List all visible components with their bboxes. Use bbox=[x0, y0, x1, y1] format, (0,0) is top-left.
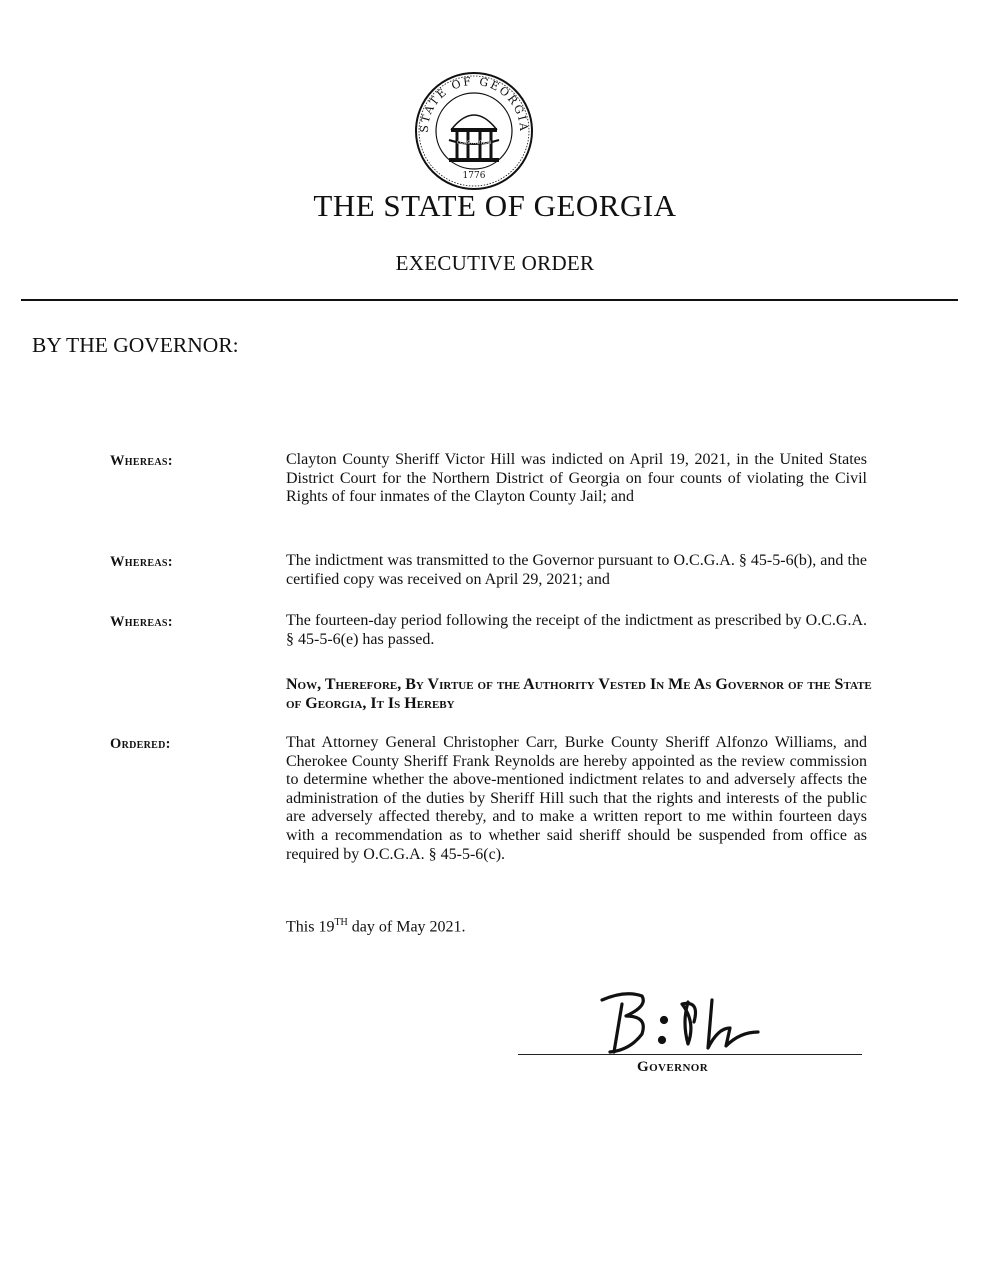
whereas-text-3: The fourteen-day period following the receipt of the indictment as prescribed by O.C.G.A. § 45-5-6(e) has passed. bbox=[286, 612, 867, 648]
header-divider bbox=[21, 299, 958, 301]
signature-title: Governor bbox=[637, 1059, 709, 1075]
ordered-label: Ordered: bbox=[110, 736, 171, 752]
whereas-label-2: Whereas: bbox=[110, 554, 173, 570]
governor-signature bbox=[590, 982, 770, 1062]
ordered-text: That Attorney General Christopher Carr, Burke County Sheriff Alfonzo Williams, and Cherokee County Sheriff Frank Reynolds are hereby appointed as the review commission to determine whether the above-mentioned indictment relates to and adversely affects the administration of the duties by Sheriff Hill such that the rights and interests of the public are adversely affected thereby, and to make a written report to me within fourteen days with a recommendation as to whether said sheriff should be suspended from office as required by O.C.G.A. § 45-5-6(c). bbox=[286, 734, 867, 863]
seal-ring-text: STATE OF GEORGIA bbox=[417, 74, 531, 134]
document-subtitle: EXECUTIVE ORDER bbox=[395, 251, 595, 275]
date-suffix: day of May 2021. bbox=[347, 918, 466, 936]
signature-line bbox=[518, 1054, 862, 1055]
now-therefore-clause: Now, Therefore, By Virtue of the Authority Vested In Me As Governor of the State of Georgia, It Is Hereby bbox=[286, 676, 872, 712]
state-seal bbox=[413, 70, 535, 192]
by-the-governor-heading: BY THE GOVERNOR: bbox=[32, 333, 239, 357]
date-superscript: TH bbox=[334, 917, 348, 928]
seal-banner-text: CONSTITUTION bbox=[456, 141, 492, 146]
whereas-label-1: Whereas: bbox=[110, 453, 173, 469]
seal-year: 1776 bbox=[462, 171, 486, 181]
date-line bbox=[286, 917, 466, 936]
document-title: THE STATE OF GEORGIA bbox=[313, 188, 677, 223]
whereas-text-2: The indictment was transmitted to the Governor pursuant to O.C.G.A. § 45-5-6(b), and the certified copy was received on April 29, 2021; and bbox=[286, 552, 867, 588]
whereas-text-1: Clayton County Sheriff Victor Hill was indicted on April 19, 2021, in the United States District Court for the Northern District of Georgia on four counts of violating the Civil Rights of four inmates of the Clayton County Jail; and bbox=[286, 451, 867, 506]
whereas-label-3: Whereas: bbox=[110, 614, 173, 630]
date-prefix: This 19 bbox=[286, 918, 335, 936]
